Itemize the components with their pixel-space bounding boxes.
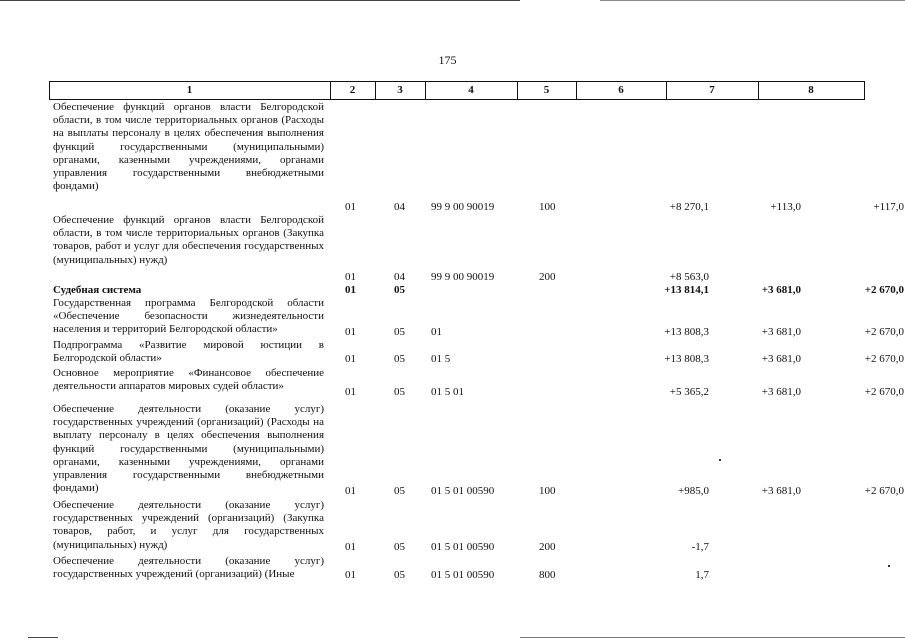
row-col-7: +3 681,0 (761, 485, 801, 497)
header-col-6: 6 (618, 84, 624, 96)
row-col-6: 1,7 (695, 569, 709, 581)
row-col-8: +2 670,0 (864, 326, 904, 338)
row-col-8: +2 670,0 (864, 386, 904, 398)
row-col-3: 05 (394, 326, 405, 338)
row-col-4: 01 5 01 00590 (431, 485, 495, 497)
row-col-6: +13 808,3 (664, 326, 709, 338)
row-col-7: +3 681,0 (761, 386, 801, 398)
row-col-2: 01 (345, 326, 356, 338)
row-col-4: 01 5 01 00590 (431, 569, 495, 581)
row-col-5: 100 (539, 201, 556, 213)
row-col-3: 05 (394, 485, 405, 497)
row-col-8: +117,0 (873, 201, 904, 213)
row-description-section: Судебная система (53, 284, 142, 296)
row-col-4: 01 5 01 (431, 386, 464, 398)
row-description: Подпрограмма «Развитие мировой юстиции в Белгородской области» (53, 339, 324, 365)
row-col-5: 800 (539, 569, 556, 581)
budget-table (49, 81, 904, 641)
row-col-7: +113,0 (770, 201, 801, 213)
row-description: Основное мероприятие «Финансовое обеспечение деятельности аппаратов мировых судей области» (53, 367, 324, 393)
row-col-4: 01 5 01 00590 (431, 541, 495, 553)
row-col-8: +2 670,0 (864, 485, 904, 497)
header-col-4: 4 (468, 84, 474, 96)
row-col-3: 05 (394, 386, 405, 398)
row-col-3: 05 (394, 284, 405, 296)
header-bottom-border (49, 99, 865, 100)
top-edge-line-right (600, 0, 905, 1)
header-col-7: 7 (709, 84, 715, 96)
row-col-3: 04 (394, 201, 405, 213)
row-description: Обеспечение деятельности (оказание услуг) государственных учреждений (организаций) (Расходы на выплату персоналу в целях обеспечения выполнения функций государственными (муниципальными) органами, казенными учреждениями, органами управления государственными внебюджетными фондами) (53, 403, 324, 495)
row-col-2: 01 (345, 541, 356, 553)
row-col-7: +3 681,0 (761, 284, 801, 296)
row-col-4: 01 (431, 326, 442, 338)
top-edge-line (0, 0, 520, 1)
row-col-5: 100 (539, 485, 556, 497)
scan-speck (888, 565, 890, 567)
row-col-6: +8 563,0 (669, 271, 709, 283)
row-col-2: 01 (345, 569, 356, 581)
header-col-1: 1 (186, 84, 193, 96)
row-col-3: 05 (394, 541, 405, 553)
row-col-4: 99 9 00 90019 (431, 271, 495, 283)
row-col-6: +13 808,3 (664, 353, 709, 365)
row-col-7: +3 681,0 (761, 353, 801, 365)
row-description: Обеспечение деятельности (оказание услуг) государственных учреждений (организаций) (Иные (53, 555, 324, 581)
row-col-6: +13 814,1 (664, 284, 709, 296)
header-col-2: 2 (349, 84, 356, 96)
row-description: Обеспечение функций органов власти Белгородской области, в том числе территориальных органов (Закупка товаров, работ и услуг для обеспечения государственных (муниципальных) нужд) (53, 214, 324, 266)
row-description: Государственная программа Белгородской области «Обеспечение безопасности жизнедеятельности населения и территорий Белгородской области» (53, 297, 324, 336)
row-description: Обеспечение функций органов власти Белгородской области, в том числе территориальных органов (Расходы на выплаты персоналу в целях обеспечения выполнения функций государственными (муниципальными) органами, казенными учреждениями, органами управления государственными внебюджетными фондами) (53, 101, 324, 193)
row-col-6: +5 365,2 (669, 386, 709, 398)
row-col-6: -1,7 (691, 541, 709, 553)
header-col-3: 3 (397, 84, 403, 96)
row-col-8: +2 670,0 (864, 353, 904, 365)
row-col-7: +3 681,0 (761, 326, 801, 338)
row-col-2: 01 (345, 353, 356, 365)
row-col-6: +985,0 (678, 485, 709, 497)
row-col-5: 200 (539, 271, 556, 283)
row-col-5: 200 (539, 541, 556, 553)
row-col-2: 01 (345, 386, 356, 398)
row-col-3: 05 (394, 353, 405, 365)
row-col-3: 04 (394, 271, 405, 283)
row-col-2: 01 (345, 284, 356, 296)
row-col-2: 01 (345, 271, 356, 283)
row-col-4: 01 5 (431, 353, 451, 365)
row-col-4: 99 9 00 90019 (431, 201, 495, 213)
row-col-2: 01 (345, 485, 356, 497)
row-col-6: +8 270,1 (669, 201, 709, 213)
page-number: 175 (438, 53, 457, 67)
col-border (864, 81, 865, 100)
header-col-8: 8 (808, 84, 814, 96)
row-col-8: +2 670,0 (864, 284, 904, 296)
header-col-5: 5 (543, 84, 550, 96)
scan-speck (719, 459, 721, 461)
row-description: Обеспечение деятельности (оказание услуг) государственных учреждений (организаций) (Закупка товаров, работ, и услуг для государственных (муниципальных) нужд) (53, 499, 324, 551)
row-col-2: 01 (345, 201, 356, 213)
row-col-3: 05 (394, 569, 405, 581)
